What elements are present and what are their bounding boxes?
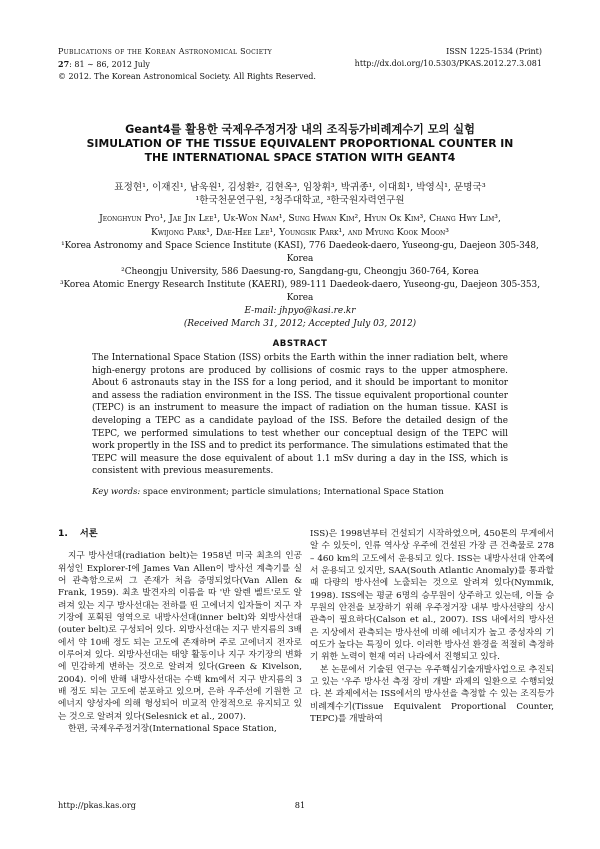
title-block xyxy=(40,122,560,164)
section-number: 1. xyxy=(58,528,68,539)
authors-korean-affiliations: ¹한국천문연구원, ²청주대학교, ³한국원자력연구원 xyxy=(195,195,405,206)
keywords xyxy=(92,486,508,498)
paragraph: ISS)은 1998년부터 건설되기 시작하였으며, 450톤의 무게에서 알 수 있듯이, 인류 역사상 우주에 건설된 가장 큰 건축물로 278 – 460 km의 고도에서 운용되고 있다. ISS는 내방사선대 안쪽에서 운용되고 있지만, SAA(South Atlantic Anomaly)를 통과할 때 다량의 방사선에 노출되는 것으로 알려져 있다(Nymmik, 1998). ISS에는 평균 6명의 승무원이 상주하고 있는데, 이들 승무원의 안전을 보장하기 위해 우주정거장 내부 방사선량의 상시 관측이 필요하다(Calson et al., 2007). ISS 내에서의 방사선은 지상에서 관측되는 방사선에 비해 에너지가 높고 중성자의 기여도가 높다는 특징이 있다. 이러한 방사선 환경을 적절히 측정하기 위한 노력이 현재 여러 나라에서 진행되고 있다. xyxy=(310,529,554,663)
abstract-text: The International Space Station (ISS) orbits the Earth within the inner radiation belt, where high-energy protons are produced by collisions of cosmic rays to the upper atmosphere. About 6 astronauts stay in the ISS for a long period, and it should be important to monitor and assess the radiation environment in the ISS. The tissue equivalent proportional counter (TEPC) is an instrument to measure the impact of radiation on the human tissue. KASI is developing a TEPC as a candidate payload of the ISS. Before the detailed design of the TEPC, we performed simulations to test whether our conceptual design of the TEPC will work propertly in the ISS and to predict its performance. The simulations estimated that the TEPC will measure the dose equivalent of about 1.1 mSv during a day in the ISS, which is consistent with previous measurements. xyxy=(92,353,509,477)
received-dates: (Received March 31, 2012; Accepted July 03, 2012) xyxy=(183,319,417,329)
authors-english-line2: Kwijong Park¹, Dae-Hee Lee¹, Youngsik Park¹, and Myung Kook Moon³ xyxy=(151,226,449,238)
section-heading xyxy=(58,528,302,540)
paragraph: 본 논문에서 기술된 연구는 우주핵심기술개발사업으로 추진되고 있는 '우주 방사선 측정 장비 개발' 과제의 일환으로 수행되었다. 본 과제에서는 ISS에서의 방사선을 측정할 수 있는 조직등가비례계수기(Tissue Equivalent Proportional Counter, TEPC)를 개발하여 xyxy=(310,664,554,725)
affiliation-1: ¹Korea Astronomy and Space Science Institute (KASI), 776 Daedeok-daero, Yuseong-gu, Daejeon 305-348, Korea xyxy=(61,241,539,264)
doi-link[interactable]: http://dx.doi.org/10.5303/PKAS.2012.27.3.081 xyxy=(354,59,542,68)
volume-info xyxy=(58,58,316,71)
volume-pages: : 81 ∼ 86, 2012 July xyxy=(69,60,150,69)
affiliations xyxy=(58,240,542,331)
left-column xyxy=(58,528,302,736)
authors-english xyxy=(40,212,560,239)
right-column xyxy=(310,528,554,726)
title-korean: Geant4를 활용한 국제우주정거장 내의 조직등가비례계수기 모의 실험 xyxy=(125,123,475,136)
volume-number: 27 xyxy=(58,59,70,69)
issn-header xyxy=(355,46,542,70)
title-english-line2: THE INTERNATIONAL SPACE STATION WITH GEANT4 xyxy=(144,150,456,164)
keywords-label: Key words: xyxy=(92,487,141,497)
issn: ISSN 1225-1534 (Print) xyxy=(446,47,542,56)
section-title: 서론 xyxy=(79,528,98,539)
journal-name: Publications of the Korean Astronomical Society xyxy=(58,47,272,56)
copyright: © 2012. The Korean Astronomical Society. All Rights Reserved. xyxy=(58,72,316,81)
footer-url[interactable]: http://pkas.kas.org xyxy=(58,800,136,810)
keywords-text: space environment; particle simulations; International Space Station xyxy=(143,487,444,497)
affiliation-3: ³Korea Atomic Energy Research Institute (KAERI), 989-111 Daedeok-daero, Yuseong-gu, Daejeon 305-353, Korea xyxy=(59,280,541,303)
paragraph: 지구 방사선대(radiation belt)는 1958년 미국 최초의 인공위성인 Explorer-I에 James Van Allen이 방사선 계측기를 실어 관측함으로써 그 존재가 처음 증명되었다(Van Allen & Frank, 1959). 최초 발견자의 이름을 따 '반 알렌 벨트'로도 알려져 있는 지구 방사선대는 전하를 띤 고에너지 입자들이 지구 자기장에 포획된 영역으로 내방사선대(inner belt)와 외방사선대(outer belt)로 구성되어 있다. 외방사선대는 지구 반지름의 3배에서 약 10배 정도 되는 고도에 존재하며 주로 고에너지 전자로 이루어져 있다. 외방사선대는 태양 활동이나 지구 자기장의 변화에 민감하게 변하는 것으로 알려져 있다(Green & Kivelson, 2004). 이에 반해 내방사선대는 수백 km에서 지구 반지름의 3배 정도 되는 고도에 분포하고 있으며, 은하 우주선에 기원한 고에너지 양성자에 의해 형성되어 비교적 안정적으로 유지되고 있는 것으로 알려져 있다(Selesnick et al., 2007). xyxy=(58,551,302,722)
authors-english-line1: Jeonghyun Pyo¹, Jae Jin Lee¹, Uk-Won Nam¹, Sung Hwan Kim², Hyun Ok Kim³, Chang Hwy Lim³, xyxy=(99,213,501,224)
affiliation-2: ²Cheongju University, 586 Daesung-ro, Sangdang-gu, Cheongju 360-764, Korea xyxy=(121,267,479,277)
abstract-heading: ABSTRACT xyxy=(272,339,328,349)
email[interactable]: E-mail: jhpyo@kasi.re.kr xyxy=(244,306,356,316)
journal-header xyxy=(58,46,316,83)
authors-korean-names: 표정현¹, 이재진¹, 남욱원¹, 김성환², 김현옥³, 임창휘³, 박귀종¹, 이대희¹, 박영식¹, 문명국³ xyxy=(114,182,486,193)
page-number: 81 xyxy=(294,800,306,810)
title-english-line1: SIMULATION OF THE TISSUE EQUIVALENT PROPORTIONAL COUNTER IN xyxy=(86,137,514,150)
authors-korean xyxy=(40,181,560,207)
paragraph: 한편, 국제우주정거장(International Space Station, xyxy=(68,724,277,735)
